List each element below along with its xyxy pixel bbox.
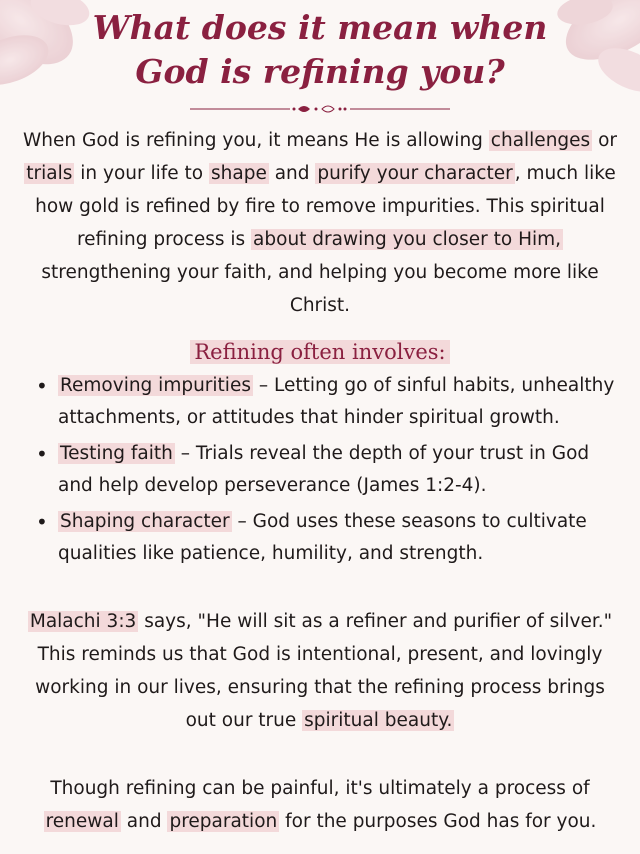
highlight-challenges: challenges bbox=[490, 130, 591, 151]
highlight-shape: shape bbox=[211, 163, 267, 184]
intro-paragraph: When God is refining you, it means He is allowing challenges or trials in your life to shape and purify your character , much like how gold is refined by fire to remove impurities. This spiritual refining process is about drawing you closer to Him, strengthening your faith, and helping you become more like Christ. bbox=[23, 130, 617, 316]
highlight-closer: about drawing you closer to Him, bbox=[253, 229, 562, 250]
highlight-purify: purify your character bbox=[317, 163, 513, 184]
highlight-preparation: preparation bbox=[169, 811, 278, 832]
highlight-renewal: renewal bbox=[45, 811, 119, 832]
closing-paragraph: Though refining can be painful, it's ultimately a process of renewal and preparation for the purposes God has for you. bbox=[45, 778, 597, 832]
page-title bbox=[0, 6, 640, 94]
title-line-2: God is refining you? bbox=[135, 52, 505, 91]
bullet-term: Testing faith bbox=[60, 443, 173, 464]
list-item: • Testing faith – Trials reveal the depth of your trust in God and help develop perseverance (James 1:2-4). bbox=[26, 438, 620, 502]
section-heading: Refining often involves: bbox=[0, 336, 640, 368]
bullet-term: Shaping character bbox=[60, 511, 230, 532]
highlight-spiritual-beauty: spiritual beauty. bbox=[304, 710, 453, 731]
list-item: • Removing impurities – Letting go of sinful habits, unhealthy attachments, or attitudes that hinder spiritual growth. bbox=[26, 370, 620, 434]
bullet-term: Removing impurities bbox=[60, 375, 251, 396]
malachi-paragraph: Malachi 3:3 says, "He will sit as a refiner and purifier of silver." This reminds us that God is intentional, present, and lovingly working in our lives, ensuring that the refining process brings out our true spiritual beauty. bbox=[29, 611, 613, 731]
highlight-malachi-ref: Malachi 3:3 bbox=[29, 611, 137, 632]
title-line-1: What does it mean when bbox=[92, 8, 548, 47]
highlight-trials: trials bbox=[26, 163, 73, 184]
bullet-list bbox=[26, 370, 620, 574]
ornamental-divider bbox=[190, 102, 450, 116]
list-item: • Shaping character – God uses these seasons to cultivate qualities like patience, humility, and strength. bbox=[26, 506, 620, 570]
